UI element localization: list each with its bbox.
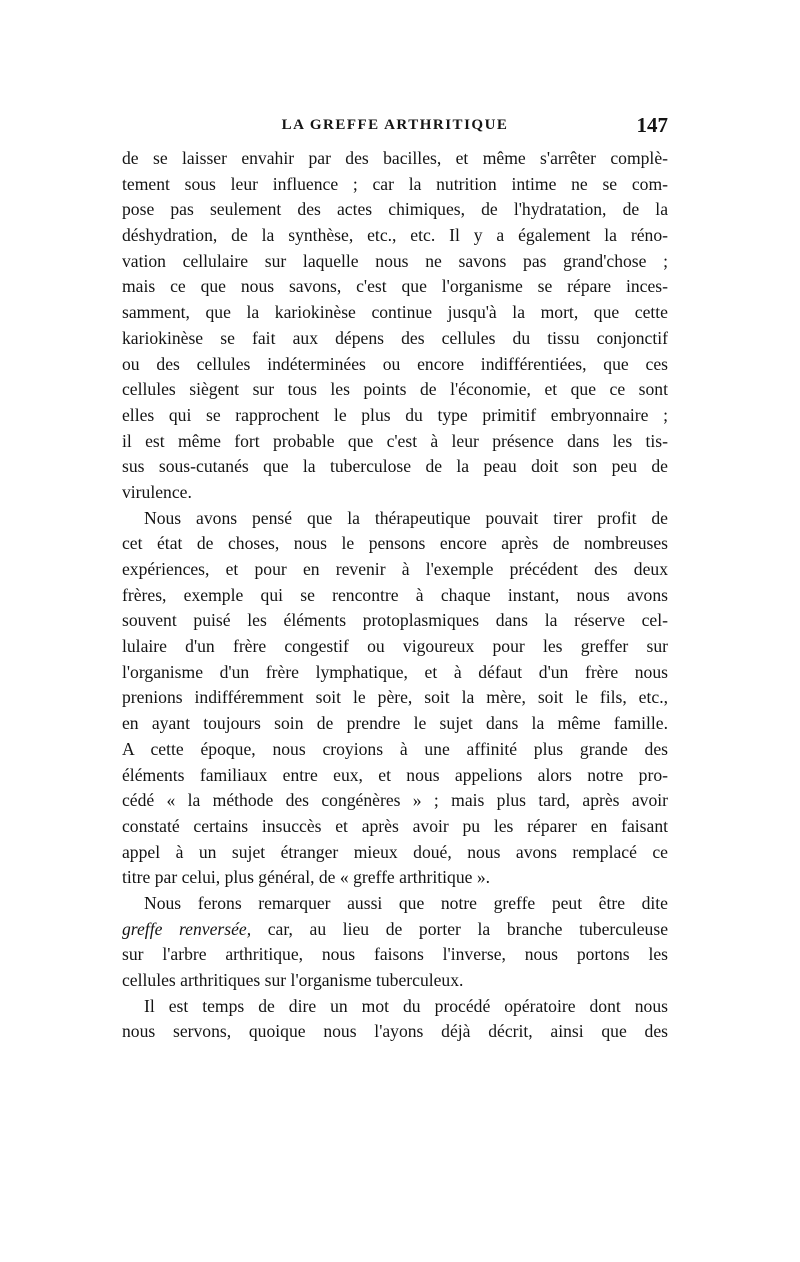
- text-line: virulence.: [122, 481, 192, 502]
- text-line: éléments familiaux entre eux, et nous appelions alors notre pro-: [122, 764, 668, 785]
- text-line: pose pas seulement des actes chimiques, de l'hydratation, de la: [122, 199, 668, 220]
- text-line: cellules arthritiques sur l'organisme tuberculeux.: [122, 970, 464, 990]
- text-line: expériences, et pour en revenir à l'exemple précédent des deux: [122, 559, 668, 579]
- text-line: mais ce que nous savons, c'est que l'organisme se répare inces-: [122, 276, 668, 297]
- text-line-rest: car, au lieu de porter la branche tuberculeuse: [267, 918, 668, 939]
- text-line-with-italic: [122, 917, 668, 943]
- text-line: frères, exemple qui se rencontre à chaque instant, nous avons: [122, 584, 668, 605]
- text-line: cédé « la méthode des congénères » ; mais plus tard, après avoir: [122, 790, 668, 811]
- text-line: kariokinèse se fait aux dépens des cellules du tissu conjonctif: [122, 327, 668, 348]
- text-line: ou des cellules indéterminées ou encore indifférentiées, que ces: [122, 353, 668, 374]
- text-line: il est même fort probable que c'est à leur présence dans les tis-: [122, 430, 668, 451]
- text-line: sus sous-cutanés que la tuberculose de la peau doit son peu de: [122, 456, 668, 477]
- italic-phrase: greffe renversée,: [122, 918, 252, 939]
- text-line: sur l'arbre arthritique, nous faisons l'inverse, nous portons les: [122, 944, 668, 965]
- text-line: cet état de choses, nous le pensons encore après de nombreuses: [122, 533, 668, 554]
- text-line: déshydration, de la synthèse, etc., etc. Il y a également la réno-: [122, 225, 668, 246]
- text-line: nous servons, quoique nous l'ayons déjà décrit, ainsi que des: [122, 1021, 668, 1042]
- text-line: titre par celui, plus général, de « greffe arthritique ».: [122, 867, 491, 888]
- text-line: samment, que la kariokinèse continue jusqu'à la mort, que cette: [122, 302, 668, 323]
- running-title: LA GREFFE ARTHRITIQUE: [281, 117, 509, 133]
- text-line: constaté certains insuccès et après avoir pu les réparer en faisant: [122, 815, 668, 836]
- text-line: tement sous leur influence ; car la nutrition intime ne se com-: [122, 173, 668, 194]
- body-text: [122, 146, 668, 1045]
- text-line: de se laisser envahir par des bacilles, et même s'arrêter complè-: [122, 148, 668, 168]
- paragraph-start-line: Il est temps de dire un mot du procédé opératoire dont nous: [144, 995, 668, 1016]
- text-line: l'organisme d'un frère lymphatique, et à défaut d'un frère nous: [122, 661, 668, 682]
- text-line: vation cellulaire sur laquelle nous ne savons pas grand'chose ;: [122, 250, 668, 271]
- text-line: A cette époque, nous croyions à une affinité plus grande des: [122, 738, 668, 759]
- text-line: souvent puisé les éléments protoplasmiques dans la réserve cel-: [122, 610, 668, 631]
- paragraph-start-line: Nous avons pensé que la thérapeutique pouvait tirer profit de: [144, 507, 668, 528]
- page-header: [122, 113, 668, 141]
- text-line: elles qui se rapprochent le plus du type primitif embryonnaire ;: [122, 404, 668, 425]
- text-line: cellules siègent sur tous les points de l'économie, et que ce sont: [122, 379, 668, 400]
- page-number: 147: [636, 113, 668, 137]
- text-line: en ayant toujours soin de prendre le sujet dans la même famille.: [122, 713, 668, 734]
- text-line: appel à un sujet étranger mieux doué, nous avons remplacé ce: [122, 841, 668, 862]
- paragraph-start-line: Nous ferons remarquer aussi que notre greffe peut être dite: [144, 892, 668, 913]
- text-line: prenions indifféremment soit le père, soit la mère, soit le fils, etc.,: [122, 687, 668, 708]
- text-line: lulaire d'un frère congestif ou vigoureux pour les greffer sur: [122, 636, 668, 657]
